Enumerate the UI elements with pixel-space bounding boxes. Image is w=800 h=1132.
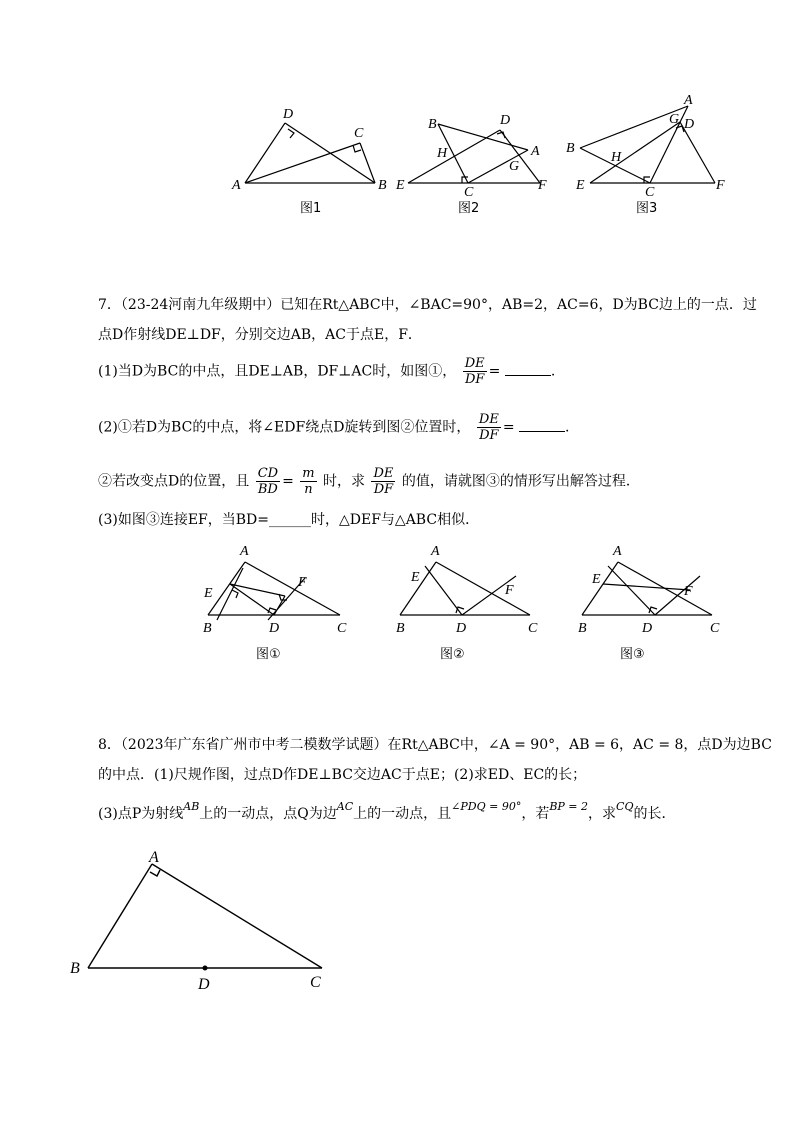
q8-line-2: 的中点．(1)尺规作图，过点D作DE⊥BC交边AC于点E；(2)求ED、EC的长； <box>98 767 587 783</box>
q7-fig3-label-F: F <box>684 584 693 599</box>
q7-fig2-label-C: C <box>528 621 538 636</box>
fraction-numerator: CD <box>257 466 279 481</box>
q7-line-2: 点D作射线DE⊥DF，分别交边AB，AC于点E，F． <box>98 327 422 343</box>
q7-fig2-label-B: B <box>396 621 405 636</box>
fraction-numerator: m <box>302 466 315 481</box>
fig2-label-A: A <box>531 144 540 159</box>
q8-line-3-text-e: ，求 <box>588 806 617 822</box>
answer-blank <box>505 363 551 376</box>
q7-fig3-label-C: C <box>710 621 720 636</box>
angle-pdq: ∠PDQ = 90° <box>451 800 522 813</box>
fraction-numerator: DE <box>464 356 485 371</box>
fraction-numerator: DE <box>373 466 394 481</box>
q8-figure <box>60 840 360 1000</box>
q7-fig1-label-C: C <box>337 621 347 636</box>
figure-2 <box>408 124 540 183</box>
fraction-denominator: DF <box>479 428 499 443</box>
bp-value: BP = 2 <box>549 800 589 813</box>
fig3-label-E: E <box>576 178 585 193</box>
q7-fig3-label-E: E <box>592 572 601 587</box>
q7-fig1-caption: 图① <box>256 647 281 662</box>
q8-line-3-text-b: 上的一动点，点Q为边 <box>199 806 337 822</box>
fig3-label-A: A <box>684 93 693 108</box>
fig3-caption: 图3 <box>636 201 658 216</box>
fraction-denominator: BD <box>257 482 278 497</box>
fig3-label-B: B <box>566 141 575 156</box>
q7-fig2-label-D: D <box>456 621 467 636</box>
equals: = <box>488 363 501 380</box>
fig1-label-A: A <box>232 178 241 193</box>
q8-line-3-text-d: ，若 <box>521 806 550 822</box>
q7-part-1 <box>98 356 555 387</box>
q7-fig1-label-A: A <box>240 544 249 559</box>
de-over-df-fraction <box>371 466 395 497</box>
equals: = <box>502 419 515 436</box>
q7-fig2-label-A: A <box>431 544 440 559</box>
fig1-label-C: C <box>354 126 364 141</box>
q7-fig3-label-B: B <box>578 621 587 636</box>
segment-cq: CQ <box>616 800 634 813</box>
q8-line-3-text-c: 上的一动点，且 <box>353 806 452 822</box>
q7-part-2 <box>98 412 569 443</box>
q7-fig1-label-F: F <box>298 575 307 590</box>
q7-fig3-label-A: A <box>613 544 622 559</box>
q7-part-2b-text-b: 时，求 <box>323 473 366 490</box>
q7-part-1-text: (1)当D为BC的中点，且DE⊥AB，DF⊥AC时，如图①， <box>98 363 457 380</box>
fig3-label-G: G <box>669 112 680 127</box>
top-figures <box>0 90 800 220</box>
q7-figure-1 <box>208 562 340 620</box>
q8-line-1: 8．（2023年广东省广州市中考二模数学试题）在Rt△ABC中，∠A = 90°，AB = 6，AC = 8，点D为边BC <box>98 737 772 753</box>
fig2-label-H: H <box>437 146 448 161</box>
q7-fig2-label-E: E <box>411 570 420 585</box>
fig3-label-F: F <box>716 178 725 193</box>
q7-fig1-label-E: E <box>204 586 213 601</box>
q7-line-1: 7．（23-24河南九年级期中）已知在Rt△ABC中，∠BAC=90°，AB=2，AC=6，D为BC边上的一点．过 <box>98 297 757 313</box>
q7-fig1-label-B: B <box>203 621 212 636</box>
fig2-label-F: F <box>538 178 547 193</box>
fraction-numerator: DE <box>478 412 499 427</box>
fig3-label-D: D <box>684 117 695 132</box>
q8-label-C: C <box>310 974 321 991</box>
segment-ac: AC <box>336 800 354 813</box>
q8-line-3-text-f: 的长． <box>633 806 676 822</box>
period: . <box>550 363 556 380</box>
fraction-denominator: DF <box>464 372 485 387</box>
q7-part-2b <box>98 466 640 497</box>
fig2-label-B: B <box>428 117 437 132</box>
fig2-label-D: D <box>500 113 511 128</box>
q7-part-2b-text-a: ②若改变点D的位置，且 <box>98 473 250 490</box>
q7-part-1-fraction <box>463 356 487 387</box>
fig2-label-C: C <box>464 185 474 200</box>
fig1-label-D: D <box>283 107 294 122</box>
q7-part-2b-text-c: 的值，请就图③的情形写出解答过程． <box>401 473 640 490</box>
figure-3 <box>580 106 715 183</box>
q7-figures <box>0 540 800 665</box>
fig1-label-B: B <box>378 178 387 193</box>
q8-label-A: A <box>149 849 159 866</box>
fig3-label-H: H <box>611 150 622 165</box>
q7-part-2-text: (2)①若D为BC的中点，将∠EDF绕点D旋转到图②位置时， <box>98 419 471 436</box>
q7-part-3: (3)如图③连接EF，当BD=______时，△DEF与△ABC相似． <box>98 512 480 528</box>
fig3-label-C: C <box>645 185 655 200</box>
q7-fig3-caption: 图③ <box>620 647 645 662</box>
fig1-caption: 图1 <box>300 201 322 216</box>
q8-label-D: D <box>198 976 210 993</box>
fraction-denominator: DF <box>373 482 394 497</box>
fig2-label-E: E <box>396 178 405 193</box>
q7-fig1-label-D: D <box>269 621 280 636</box>
point-d <box>203 966 208 971</box>
m-over-n-fraction <box>300 466 316 497</box>
segment-ab: AB <box>183 800 200 813</box>
fraction-denominator: n <box>304 482 313 497</box>
q7-fig3-label-D: D <box>642 621 653 636</box>
cd-over-bd-fraction <box>256 466 280 497</box>
q8-line-3-text-a: (3)点P为射线 <box>98 806 184 822</box>
q8-line-3 <box>98 800 676 824</box>
q7-fig2-label-F: F <box>505 583 514 598</box>
period: . <box>565 419 570 436</box>
q7-part-2-fraction <box>477 412 501 443</box>
q8-label-B: B <box>70 960 80 977</box>
q7-fig2-caption: 图② <box>440 647 465 662</box>
fig2-label-G: G <box>509 159 520 174</box>
answer-blank <box>519 419 565 432</box>
equals: = <box>282 473 294 490</box>
fig2-caption: 图2 <box>458 201 480 216</box>
